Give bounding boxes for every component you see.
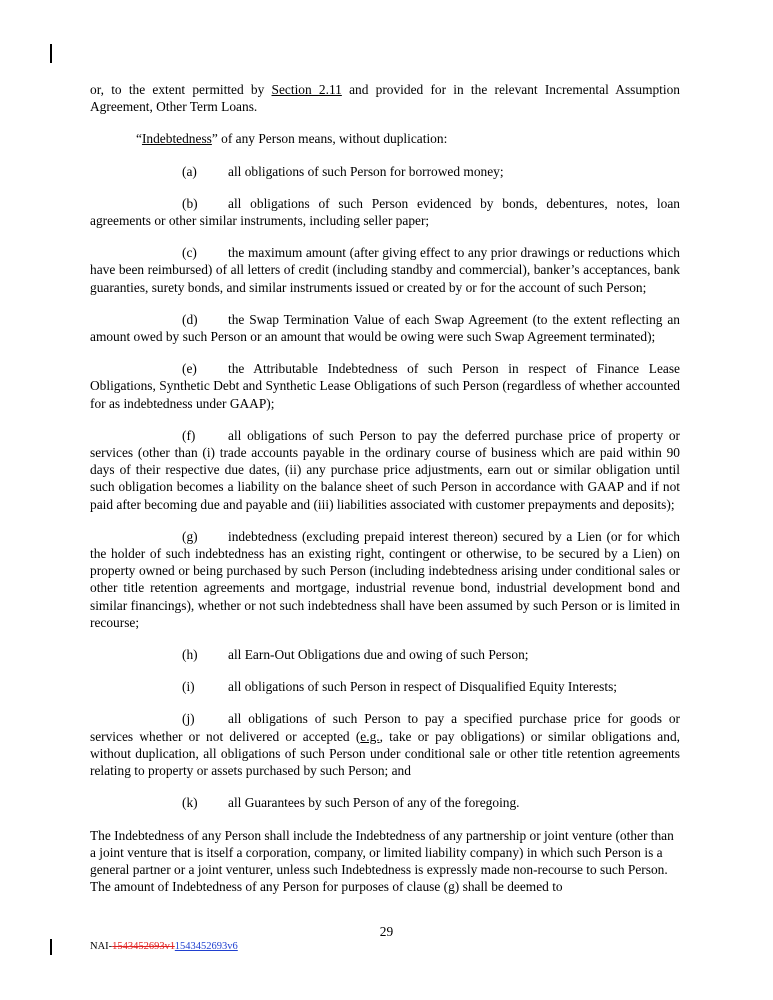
defined-term: Indebtedness xyxy=(141,131,212,147)
doc-id-inserted: 1543452693v6 xyxy=(174,941,238,952)
clause-text: the Attributable Indebtedness of such Person in respect of Finance Lease Obligations, Synthetic Debt and Synthetic Lease Obligations of such Person (regardless of whether accounted for as indebtedness under GAAP); xyxy=(90,361,680,411)
clause-label: (j) xyxy=(182,711,195,727)
doc-id-deleted: 1543452693v1 xyxy=(112,941,175,952)
clause-label: (f) xyxy=(182,427,196,443)
clause-a xyxy=(90,163,680,180)
clause-j xyxy=(90,710,680,779)
clause-label: (g) xyxy=(182,528,198,544)
clause-i xyxy=(90,678,680,695)
clause-label: (i) xyxy=(182,679,195,695)
clause-label: (c) xyxy=(182,245,197,261)
clause-text: the Swap Termination Value of each Swap Agreement (to the extent reflecting an amount owed by such Person or an amount that would be owing were such Swap Agreement terminated); xyxy=(90,311,680,345)
closing-paragraph: The Indebtedness of any Person shall include the Indebtedness of any partnership or joint venture (other than a joint venture that is itself a corporation, company, or limited liability company) in which such Person is a general partner or a joint venturer, unless such Indebtedness is expressly made non-recourse to such Person. The amount of Indebtedness of any Person for purposes of clause (g) shall be deemed to xyxy=(90,827,674,895)
clause-label: (d) xyxy=(182,311,198,327)
clause-label: (b) xyxy=(182,195,198,211)
clause-c xyxy=(90,244,680,296)
definition-open-quote: “ xyxy=(136,131,142,147)
document-id-footer xyxy=(90,941,238,952)
doc-id-prefix: NAI- xyxy=(90,941,113,952)
change-bar-bottom xyxy=(50,939,52,955)
clause-text-after: , take or pay obligations) or similar obligations and, without duplication, all obligations of such Person under conditional sale or other title retention agreements relating to property or assets purchased by such Person; and xyxy=(90,728,680,779)
clause-g xyxy=(90,528,680,631)
clause-text: all obligations of such Person in respect of Disqualified Equity Interests; xyxy=(228,679,617,695)
clause-label: (a) xyxy=(182,163,197,179)
clause-text: all Earn-Out Obligations due and owing of such Person; xyxy=(228,647,529,663)
clause-text: indebtedness (excluding prepaid interest thereon) secured by a Lien (or for which the holder of such indebtedness has an existing right, contingent or otherwise, to be secured by a Lien) on property owned or being purchased by such Person (including indebtedness arising under conditional sales or other title retention agreements and mortgage, industrial revenue bond, industrial development bond and similar financings), whether or not such indebtedness shall have been assumed by such Person or is limited in recourse; xyxy=(90,528,680,630)
intro-text-after: and provided for in the relevant Incremental Assumption Agreement, Other Term Loans. xyxy=(90,82,681,115)
clause-k xyxy=(90,794,680,811)
clause-text: all obligations of such Person for borrowed money; xyxy=(228,163,504,179)
clause-text: all obligations of such Person to pay the deferred purchase price of property or services (other than (i) trade accounts payable in the ordinary course of business which are paid within 90 days of their respective due dates, (ii) any purchase price adjustments, earn out or similar obligation until such obligation becomes a liability on the balance sheet of such Person in accordance with GAAP and if not paid after becoming due and payable and (iii) liabilities associated with customer prepayments and deposits); xyxy=(90,427,680,512)
definition-heading xyxy=(90,130,680,147)
clause-text-before: all obligations of such Person to pay a specified purchase price for goods or services whether or not delivered or accepted ( xyxy=(90,711,680,744)
intro-text-before: or, to the extent permitted by xyxy=(90,82,272,97)
document-page xyxy=(90,81,680,895)
intro-paragraph xyxy=(90,81,680,115)
definition-lead-in: ” of any Person means, without duplication: xyxy=(211,131,448,147)
section-reference-link[interactable]: Section 2.11 xyxy=(271,82,342,97)
clause-h xyxy=(90,646,680,663)
clause-text: all Guarantees by such Person of any of the foregoing. xyxy=(228,795,520,811)
change-bar-top xyxy=(50,44,52,63)
clause-label: (e) xyxy=(182,361,197,377)
page-number: 29 xyxy=(379,924,394,939)
clause-label: (k) xyxy=(182,795,198,811)
clause-text: all obligations of such Person evidenced by bonds, debentures, notes, loan agreements or other similar instruments, including seller paper; xyxy=(90,195,680,229)
clause-f xyxy=(90,427,680,513)
clause-label: (h) xyxy=(182,647,198,663)
clause-d xyxy=(90,311,680,345)
clause-b xyxy=(90,195,680,229)
clause-text: the maximum amount (after giving effect to any prior drawings or reductions which have been reimbursed) of all letters of credit (including standby and commercial), banker’s acceptances, bank guaranties, surety bonds, and similar instruments issued or created by or for the account of such Person; xyxy=(90,245,680,295)
eg-abbreviation: e.g. xyxy=(360,728,380,744)
clause-e xyxy=(90,360,680,412)
